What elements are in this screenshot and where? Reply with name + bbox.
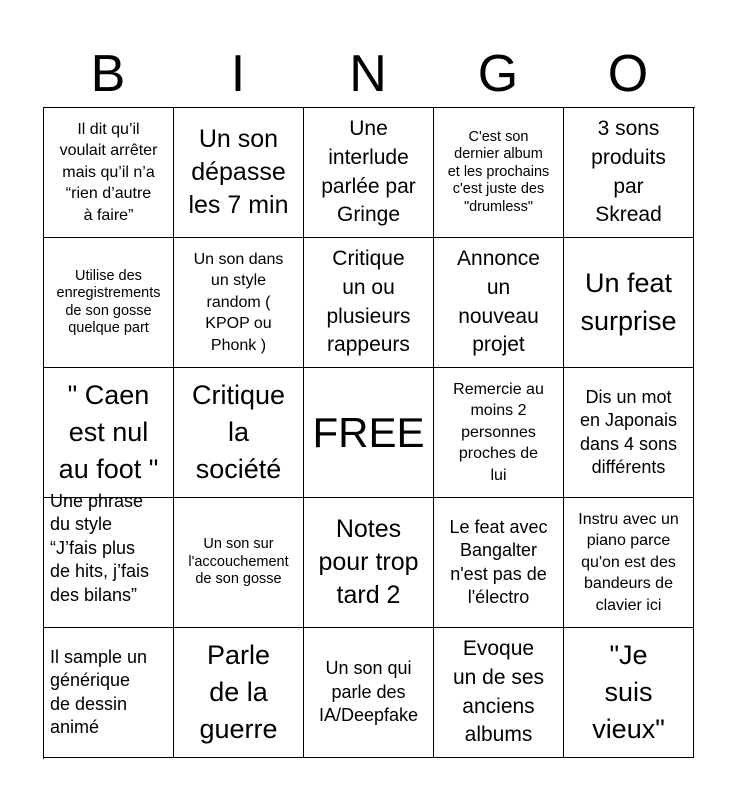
bingo-header <box>43 38 693 110</box>
cell-text: Il sample un générique de dessin animé <box>50 646 148 737</box>
cell-text: FREE <box>312 408 425 456</box>
cell-text: Une interlude parlée par Gringe <box>321 116 416 227</box>
bingo-cell-r4-c4[interactable] <box>564 628 694 758</box>
bingo-cell-r3-c0[interactable] <box>44 491 174 628</box>
cell-text: Notes pour trop tard 2 <box>318 514 419 610</box>
header-letter-b: B <box>90 45 126 103</box>
bingo-cell-r3-c4[interactable] <box>564 498 694 628</box>
cell-text: Le feat avec Bangalter n'est pas de l'électro <box>449 516 548 607</box>
cell-text: Critique un ou plusieurs rappeurs <box>326 246 411 357</box>
cell-text: 3 sons produits par Skread <box>591 116 666 227</box>
cell-text: Evoque un de ses anciens albums <box>452 636 545 747</box>
header-letter-i: I <box>230 45 246 103</box>
cell-text: Remercie au moins 2 personnes proches de lui <box>453 380 544 484</box>
cell-text: Un son qui parle des IA/Deepfake <box>318 658 419 726</box>
bingo-cell-free[interactable] <box>304 368 434 498</box>
bingo-cell-r3-c1[interactable] <box>174 498 304 628</box>
bingo-cell-r4-c3[interactable] <box>434 628 564 758</box>
bingo-cell-r4-c0[interactable] <box>44 628 174 758</box>
bingo-cell-r0-c2[interactable] <box>304 108 434 238</box>
bingo-cell-r0-c3[interactable] <box>434 108 564 238</box>
bingo-cell-r2-c3[interactable] <box>434 368 564 498</box>
cell-text: Critique la société <box>191 379 286 485</box>
bingo-cell-r4-c2[interactable] <box>304 628 434 758</box>
header-letter-g: G <box>477 45 519 103</box>
cell-text: "Je suis vieux" <box>592 639 665 745</box>
bingo-cell-r1-c4[interactable] <box>564 238 694 368</box>
cell-text: Utilise des enregistrements de son gosse quelque part <box>56 267 161 336</box>
bingo-cell-r2-c1[interactable] <box>174 368 304 498</box>
header-letter-o: O <box>607 45 649 103</box>
bingo-cell-r1-c3[interactable] <box>434 238 564 368</box>
bingo-cell-r0-c0[interactable] <box>44 108 174 238</box>
cell-text: Une phrase du style “J’fais plus de hits, j’fais des bilans” <box>50 491 150 605</box>
header-letter-n: N <box>349 45 387 103</box>
bingo-cell-r3-c3[interactable] <box>434 498 564 628</box>
cell-text: C'est son dernier album et les prochains c'est juste des "drumless" <box>447 129 550 215</box>
cell-text: " Caen est nul au foot " <box>58 379 159 485</box>
cell-text: Instru avec un piano parce qu'on est des bandeurs de clavier ici <box>578 510 679 614</box>
bingo-cell-r3-c2[interactable] <box>304 498 434 628</box>
bingo-cell-r0-c4[interactable] <box>564 108 694 238</box>
bingo-cell-r0-c1[interactable] <box>174 108 304 238</box>
bingo-cell-r2-c0[interactable] <box>44 368 174 498</box>
cell-text: Un son dans un style random ( KPOP ou Phonk ) <box>193 250 284 354</box>
cell-text: Un son sur l'accouchement de son gosse <box>188 536 289 588</box>
bingo-cell-r1-c1[interactable] <box>174 238 304 368</box>
cell-text: Un son dépasse les 7 min <box>188 124 289 220</box>
bingo-cell-r2-c4[interactable] <box>564 368 694 498</box>
cell-text: Un feat surprise <box>580 268 677 336</box>
bingo-grid <box>43 107 695 759</box>
bingo-cell-r1-c0[interactable] <box>44 238 174 368</box>
bingo-cell-r4-c1[interactable] <box>174 628 304 758</box>
bingo-cell-r1-c2[interactable] <box>304 238 434 368</box>
cell-text: Annonce un nouveau projet <box>457 246 540 357</box>
cell-text: Il dit qu’il voulait arrêter mais qu’il n’a “rien d’autre à faire” <box>59 120 158 224</box>
cell-text: Dis un mot en Japonais dans 4 sons différents <box>579 386 678 477</box>
cell-text: Parle de la guerre <box>199 639 278 745</box>
